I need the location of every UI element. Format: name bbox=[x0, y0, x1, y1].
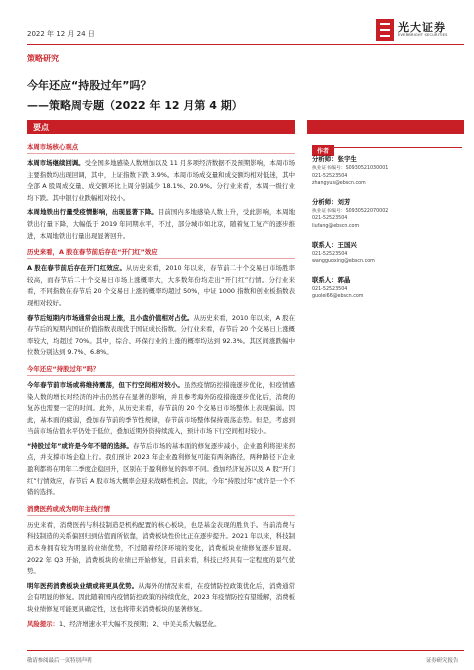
logo-subtitle: EVERBRIGHT SECURITIES bbox=[398, 33, 448, 37]
analyst-cert: 执业证书编号：S0930521030001 bbox=[312, 166, 389, 171]
paragraph-text: 从历史来看，2010 年以来，春节前二十个交易日市场胜率较高，而春节后二十个交易日市场上涨概率大，大多数年份均走出“开门红”行情。分行业来看，不同指数在春节后 20 个交易日上涨的概率均超过 50%，中证 1000 指数和创业板指数表现相对较好。 bbox=[27, 264, 296, 307]
contact-name: 联系人：王国兴 bbox=[312, 240, 357, 249]
contact-phone: 021-52523504 bbox=[312, 286, 348, 292]
analyst-card bbox=[312, 154, 462, 188]
report-date: 2022 年 12 月 24 日 bbox=[27, 30, 95, 38]
summary-bar bbox=[27, 120, 295, 134]
contact-phone: 021-52523504 bbox=[312, 251, 348, 257]
section-heading: 本周市场核心观点 bbox=[27, 140, 295, 154]
contact-email[interactable]: guolei66@ebscn.com bbox=[312, 294, 364, 300]
paragraph bbox=[27, 207, 295, 242]
paragraph bbox=[27, 441, 295, 499]
contact-name: 联系人：郭晶 bbox=[312, 275, 351, 284]
risk-warning bbox=[27, 619, 295, 631]
analyst-card bbox=[312, 197, 462, 231]
paragraph-lead: “持股过年”或许是今年不错的选择。 bbox=[27, 441, 133, 450]
report-category: 策略研究 bbox=[27, 54, 59, 63]
risk-text: 1、经济增速水平大幅不及预期；2、中美关系大幅恶化。 bbox=[58, 619, 221, 628]
report-title: 今年还应“持股过年”吗？ bbox=[27, 79, 152, 92]
analyst-phone: 021-52523504 bbox=[312, 216, 348, 222]
paragraph-text: 受全国多地感染人数增加以及 11 月多项经济数据不及预期影响，本周市场主要指数均出现回调，其中，上证指数下跌 3.9%。本周市场成交量和成交额均相对低迷，其中全部 A 股周成交量、成交额环比上周分别减少 18.1%、20.9%。分行业来看，本周一级行业均下跌。其中银行业跌幅相对较小。 bbox=[27, 159, 295, 202]
section-heading: 历史来看，A 股在春节前后存在“开门红”效应 bbox=[27, 245, 295, 259]
section-4 bbox=[27, 502, 295, 616]
analyst-phone: 021-52523504 bbox=[312, 173, 348, 179]
analyst-cert: 执业证书编号：S0930522070002 bbox=[312, 208, 389, 214]
paragraph bbox=[27, 581, 295, 616]
footer-disclaimer: 敬请参阅最后一页特别声明 bbox=[27, 658, 92, 664]
paragraph-lead: 今年春节前市场或将维持震荡，但下行空间相对较小。 bbox=[27, 380, 184, 389]
sidebar-heading bbox=[312, 138, 462, 155]
section-2 bbox=[27, 245, 295, 359]
report-subtitle: ——策略周专题（2022 年 12 月第 4 期） bbox=[27, 99, 243, 112]
paragraph-text: 虽然疫情防控措施逐步优化，但疫情感染人数的增长对经济的冲击仍然存在显著的影响，并且参考海外防疫措施逐步优化后，消费的复苏也需要一定的时间。此外，从历史来看，春节前的 20 个交易日市场整体上表现偏弱。因此，基本面的疲弱，叠加春节前的季节性规律，春节前市场整体保持震荡态势。但是，考虑到当前市场估值水平仍处于低位，叠加近期外资持续流入，预计市场下行空间相对较小。 bbox=[27, 380, 296, 436]
paragraph-text: 从海外的情况来看，在疫情防控政策优化后，消费通常会有明显的修复。因此随着国内疫情防控政策的持续优化，2023 年疫情防控有望缓解，消费板块业绩修复可能更具确定性，这也将带来消费板块的显著修复。 bbox=[27, 581, 296, 613]
analyst-email[interactable]: liufang@ebscn.com bbox=[312, 223, 360, 229]
paragraph-text: 从历史来看，2010 年以来，A 股在春节后的短期内国证价值指数表现优于国证成长指数。分行业来看，春节后 20 个交易日上涨概率较大，均超过 70%。其中，综合、环保行业的上涨的概率均达到 92.3%。其区间涨跌幅中位数分别达到 9.7%、6.8%。 bbox=[27, 313, 296, 357]
paragraph bbox=[27, 380, 295, 438]
paragraph-text: 历史来看，消费医药与科技制造是机构配置的核心板块，也是基金表现的胜负手。当前消费与科技制造的关系偏回归到估值面所依靠，消费板块性价比正在逐步提升。2021 年以来，科技制造本身拥有较为明显的业绩优势，不过随着经济环境的变化，消费板块业绩修复逐步显现。2022 年 Q3 开始，消费板块的业绩已开始修复，目前来看，科技已经具有一定程度的景气优势。 bbox=[27, 520, 295, 576]
author-sidebar bbox=[312, 138, 462, 310]
footer-label: 证券研究报告 bbox=[426, 658, 459, 664]
paragraph bbox=[27, 263, 295, 309]
section-3 bbox=[27, 362, 295, 499]
analyst-name: 分析师：张宇生 bbox=[312, 155, 357, 163]
logo-mark-icon bbox=[376, 19, 394, 41]
paragraph-lead: A 股在春节前后存在开门红效应。 bbox=[27, 264, 127, 273]
section-heading: 今年还应“持股过年”吗？ bbox=[27, 362, 295, 376]
analyst-name: 分析师：刘芳 bbox=[312, 197, 351, 206]
main-content bbox=[27, 138, 295, 632]
sidebar-heading-label: 作者 bbox=[312, 145, 334, 156]
paragraph-text: 目前国内多地感染人数上升，受此影响，本周地铁出行量下降，大幅低于 2019 年同期水平，不过，部分城市如北京，随着复工复产的逐步推进，本周地铁出行量出现显著回升。 bbox=[27, 208, 296, 240]
section-heading: 消费医药或成为明年主线行情 bbox=[27, 502, 295, 516]
paragraph-lead: 明年医药消费板块业绩或将更具优势。 bbox=[27, 581, 139, 590]
analyst-email[interactable]: zhangyus@ebscn.com bbox=[312, 181, 366, 187]
contact-email[interactable]: wangguoxing@ebscn.com bbox=[312, 259, 375, 265]
company-logo bbox=[376, 18, 462, 44]
paragraph-lead: 春节后短期内市场通常会出现上涨，且小盘价值相对占优。 bbox=[27, 313, 194, 322]
paragraph bbox=[27, 313, 295, 359]
contact-card bbox=[312, 275, 462, 301]
risk-label: 风险提示： bbox=[27, 619, 59, 628]
contact-card bbox=[312, 240, 462, 266]
paragraph bbox=[27, 520, 295, 578]
header-divider bbox=[27, 44, 464, 45]
paragraph bbox=[27, 158, 295, 204]
side-bar bbox=[307, 120, 464, 134]
section-1 bbox=[27, 140, 295, 242]
summary-label: 要点 bbox=[33, 123, 49, 132]
footer-divider bbox=[27, 650, 464, 651]
paragraph-text: 春节后市场的基本面的修复逐步减小，企业盈利将迎来拐点，并支撑市场企稳上行。我们预计 2023 年企业盈利修复可能有两条路径，两种路径下企业盈利都将在明年二季度企稳回升，区别在于盈利修复的斜率不同。叠加经济复苏以及 A 股“开门红”行情效应，春节后 A 股市场大概率会迎来战略性机会。因此，今年“持股过年”或许是一个不错的选择。 bbox=[27, 441, 295, 497]
logo-name: 光大证券 bbox=[398, 21, 446, 34]
paragraph-lead: 本周地铁出行量受疫情影响，出现显著下降。 bbox=[27, 208, 158, 217]
paragraph-lead: 本周市场继续回调。 bbox=[27, 159, 85, 167]
